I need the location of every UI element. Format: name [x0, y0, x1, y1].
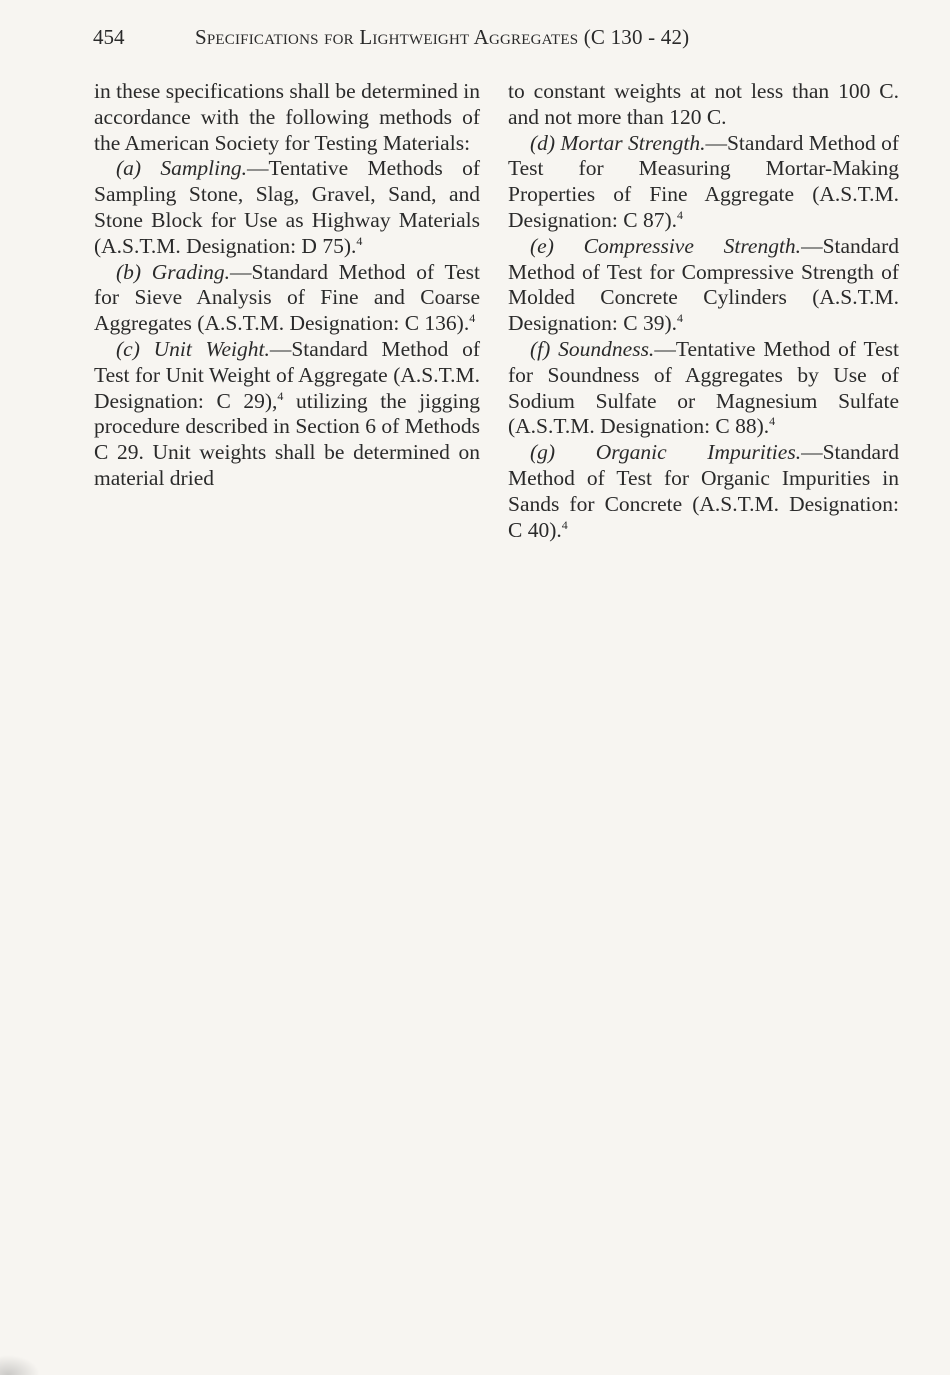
item-c-letter: (c) [116, 336, 140, 361]
item-f-body: —Tentative Method of Test for Soundness of Aggregates by Use of Sodium Sulfate or Magnesium Sulfate (A.S.T.M. Designation: C 88). [508, 336, 899, 439]
footnote-ref: 4 [277, 388, 284, 403]
item-e-body: —Standard Method of Test for Compressive Strength of Molded Concrete Cylinders (A.S.T.M. Designation: C 39). [508, 233, 899, 336]
intro-paragraph: in these specifications shall be determined in accordance with the following methods of the American Society for Testing Materials: [94, 79, 480, 155]
footnote-ref: 4 [677, 311, 683, 326]
item-c-body-end: utilizing the jigging procedure described in Section 6 of Methods C 29. Unit weights shall be determined on material dried [94, 388, 480, 490]
item-c-paragraph [94, 337, 480, 492]
item-b-title: Grading. [151, 259, 231, 284]
item-g-letter: (g) [530, 440, 556, 465]
footnote-ref: 4 [356, 233, 363, 248]
item-g-paragraph [508, 440, 899, 543]
item-e-letter: (e) [530, 233, 554, 258]
item-a-paragraph [94, 156, 480, 259]
footnote-ref: 4 [677, 207, 683, 222]
item-b-letter: (b) [116, 259, 142, 284]
continuation-paragraph: to constant weights at not less than 100 C. and not more than 120 C. [508, 79, 899, 129]
footnote-ref: 4 [469, 311, 476, 326]
running-head [93, 22, 813, 52]
scan-smudge [0, 1355, 40, 1375]
item-g-title: Organic Impurities. [595, 440, 802, 465]
item-d-body: —Standard Method of Test for Measuring Mortar-Making Properties of Fine Aggregate (A.S.T.M. Designation: C 87). [508, 130, 900, 232]
left-column [94, 79, 480, 492]
running-title: Specifications for Lightweight Aggregates (C 130 - 42) [195, 25, 690, 49]
footnote-ref: 4 [561, 517, 568, 532]
item-f-letter: (f) [530, 336, 551, 361]
item-d-paragraph [508, 131, 899, 234]
item-c-title: Unit Weight. [153, 336, 270, 361]
item-g-body: —Standard Method of Test for Organic Impurities in Sands for Concrete (A.S.T.M. Designation: C 40). [508, 440, 900, 542]
footnote-ref: 4 [769, 414, 776, 429]
item-e-title: Compressive Strength. [583, 233, 802, 258]
item-b-paragraph [94, 260, 480, 337]
right-column [508, 79, 899, 543]
item-a-letter: (a) [116, 156, 142, 181]
item-f-paragraph [508, 337, 899, 440]
page-number: 454 [93, 25, 125, 49]
item-d-title: Mortar Strength. [560, 130, 706, 155]
item-c-body-start: —Standard Method of Test for Unit Weight of Aggregate (A.S.T.M. Designation: C 29), [94, 336, 480, 413]
item-f-title: Soundness. [558, 336, 655, 361]
item-b-body: —Standard Method of Test for Sieve Analysis of Fine and Coarse Aggregates (A.S.T.M. Designation: C 136). [94, 259, 480, 336]
item-a-body: —Tentative Methods of Sampling Stone, Slag, Gravel, Sand, and Stone Block for Use as Highway Materials (A.S.T.M. Designation: D 75). [94, 156, 481, 258]
item-d-letter: (d) [530, 130, 556, 155]
item-e-paragraph [508, 234, 899, 337]
item-a-title: Sampling. [160, 156, 248, 181]
